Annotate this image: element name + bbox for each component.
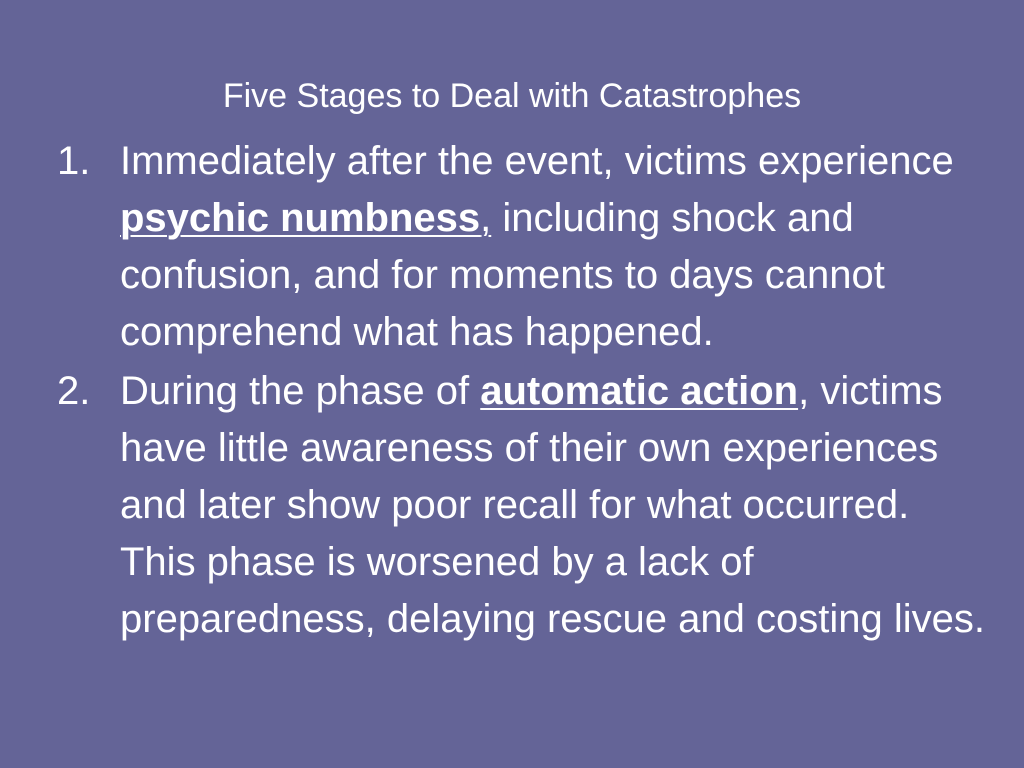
item-number: 1.	[57, 139, 91, 183]
list-item	[57, 133, 987, 361]
item-text-before: During the phase of	[120, 369, 481, 413]
list-item	[57, 363, 987, 648]
item-text-before: Immediately after the event, victims experience	[120, 139, 954, 183]
stages-list	[57, 133, 987, 650]
item-text-after: victims have little awareness of their own experiences and later show poor recall for what occurred. This phase is worsened by a lack of preparedness, delaying rescue and costing lives.	[120, 369, 985, 641]
slide-title: Five Stages to Deal with Catastrophes	[222, 77, 802, 115]
key-term-suffix: ,	[480, 196, 492, 240]
key-term-suffix: ,	[798, 369, 810, 413]
item-number: 2.	[57, 369, 91, 413]
key-term: automatic action	[480, 369, 799, 413]
item-text-after: including shock and confusion, and for moments to days cannot comprehend what has happened.	[120, 196, 885, 354]
key-term: psychic numbness	[120, 196, 481, 240]
